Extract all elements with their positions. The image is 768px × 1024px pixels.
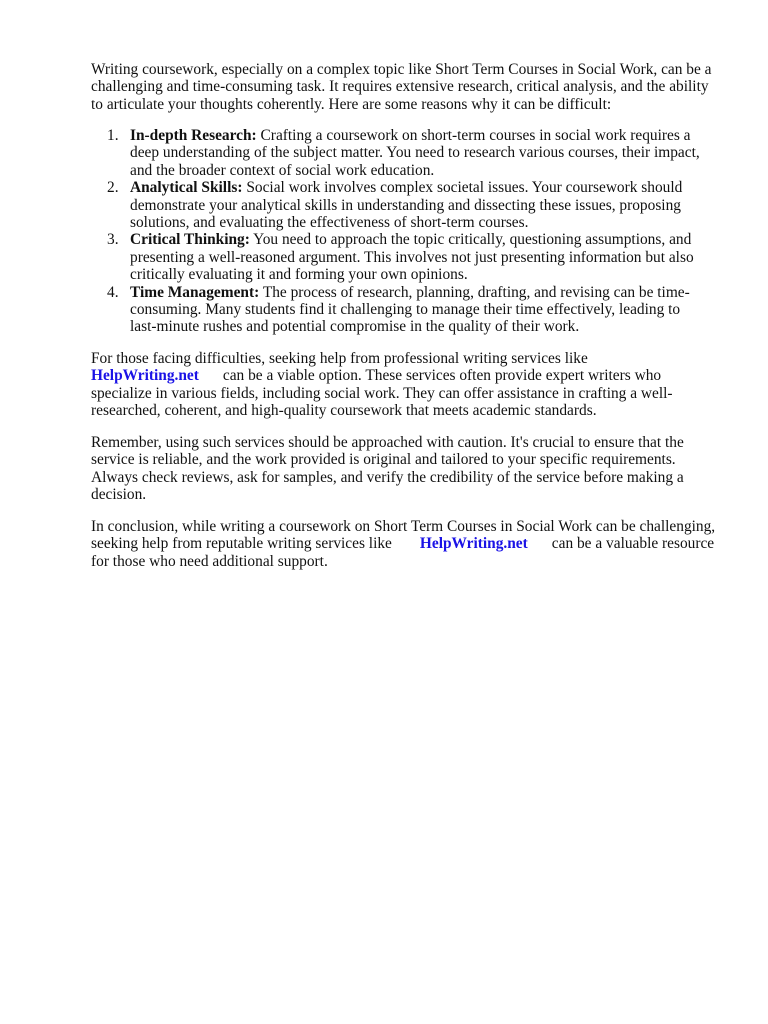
reason-text: The process of research, planning, drafting, and revising can be time-	[262, 283, 690, 301]
reason-text: presenting a well-reasoned argument. This involves not just presenting information but also	[130, 248, 694, 266]
help-line: can be a viable option. These services often provide expert writers who	[222, 367, 662, 385]
conclusion-paragraph	[91, 518, 731, 570]
reason-text: deep understanding of the subject matter. You need to research various courses, their impact,	[130, 144, 700, 162]
reason-term: Time Management:	[130, 283, 260, 301]
reason-text: last-minute rushes and potential compromise in the quality of their work.	[130, 318, 580, 336]
reason-text: critically evaluating it and forming your own opinions.	[130, 266, 468, 284]
intro-line: to articulate your thoughts coherently. Here are some reasons why it can be difficult:	[91, 95, 612, 113]
reason-text: demonstrate your analytical skills in understanding and dissecting these issues, proposing	[130, 196, 681, 214]
help-line: specialize in various fields, including social work. They can offer assistance in crafting a well-	[91, 384, 673, 402]
caution-line: Remember, using such services should be approached with caution. It's crucial to ensure that the	[91, 434, 684, 451]
reason-term: Critical Thinking:	[130, 231, 250, 249]
helpwriting-link[interactable]: HelpWriting.net	[419, 535, 528, 553]
reasons-list	[91, 127, 731, 336]
reason-text: solutions, and evaluating the effectiveness of short-term courses.	[130, 213, 529, 231]
help-line: researched, coherent, and high-quality coursework that meets academic standards.	[91, 402, 597, 420]
conclusion-line: In conclusion, while writing a coursework on Short Term Courses in Social Work can be challenging,	[91, 518, 716, 535]
reason-item	[91, 284, 731, 336]
conclusion-line: seeking help from reputable writing services like	[91, 535, 392, 553]
caution-line: service is reliable, and the work provided is original and tailored to your specific requirements.	[91, 451, 676, 469]
reason-item	[91, 127, 731, 179]
intro-line: Writing coursework, especially on a complex topic like Short Term Courses in Social Work, can be a	[91, 61, 712, 78]
help-line: For those facing difficulties, seeking help from professional writing services like	[91, 350, 588, 367]
reason-number: 4.	[107, 283, 119, 301]
reason-term: Analytical Skills:	[130, 179, 243, 197]
intro-paragraph	[91, 61, 731, 113]
conclusion-line: can be a valuable resource	[551, 535, 715, 553]
reason-number: 1.	[107, 127, 119, 144]
caution-paragraph	[91, 434, 731, 504]
reason-item	[91, 179, 731, 231]
reason-text: and the broader context of social work education.	[130, 161, 435, 179]
reason-text: consuming. Many students find it challenging to manage their time effectively, leading to	[130, 300, 681, 318]
reason-text: Crafting a coursework on short-term courses in social work requires a	[260, 127, 691, 144]
help-paragraph	[91, 350, 731, 420]
reason-item	[91, 231, 731, 283]
intro-line: challenging and time-consuming task. It requires extensive research, critical analysis, and the ability	[91, 78, 709, 96]
caution-line: Always check reviews, ask for samples, and verify the credibility of the service before making a	[91, 468, 684, 486]
caution-line: decision.	[91, 486, 147, 504]
reason-number: 2.	[107, 179, 119, 197]
conclusion-line: for those who need additional support.	[91, 552, 328, 570]
reason-text: Social work involves complex societal issues. Your coursework should	[246, 179, 683, 197]
reason-term: In-depth Research:	[130, 127, 257, 144]
reason-text: You need to approach the topic critically, questioning assumptions, and	[253, 231, 692, 249]
helpwriting-link[interactable]: HelpWriting.net	[91, 367, 199, 385]
reason-number: 3.	[107, 231, 119, 249]
